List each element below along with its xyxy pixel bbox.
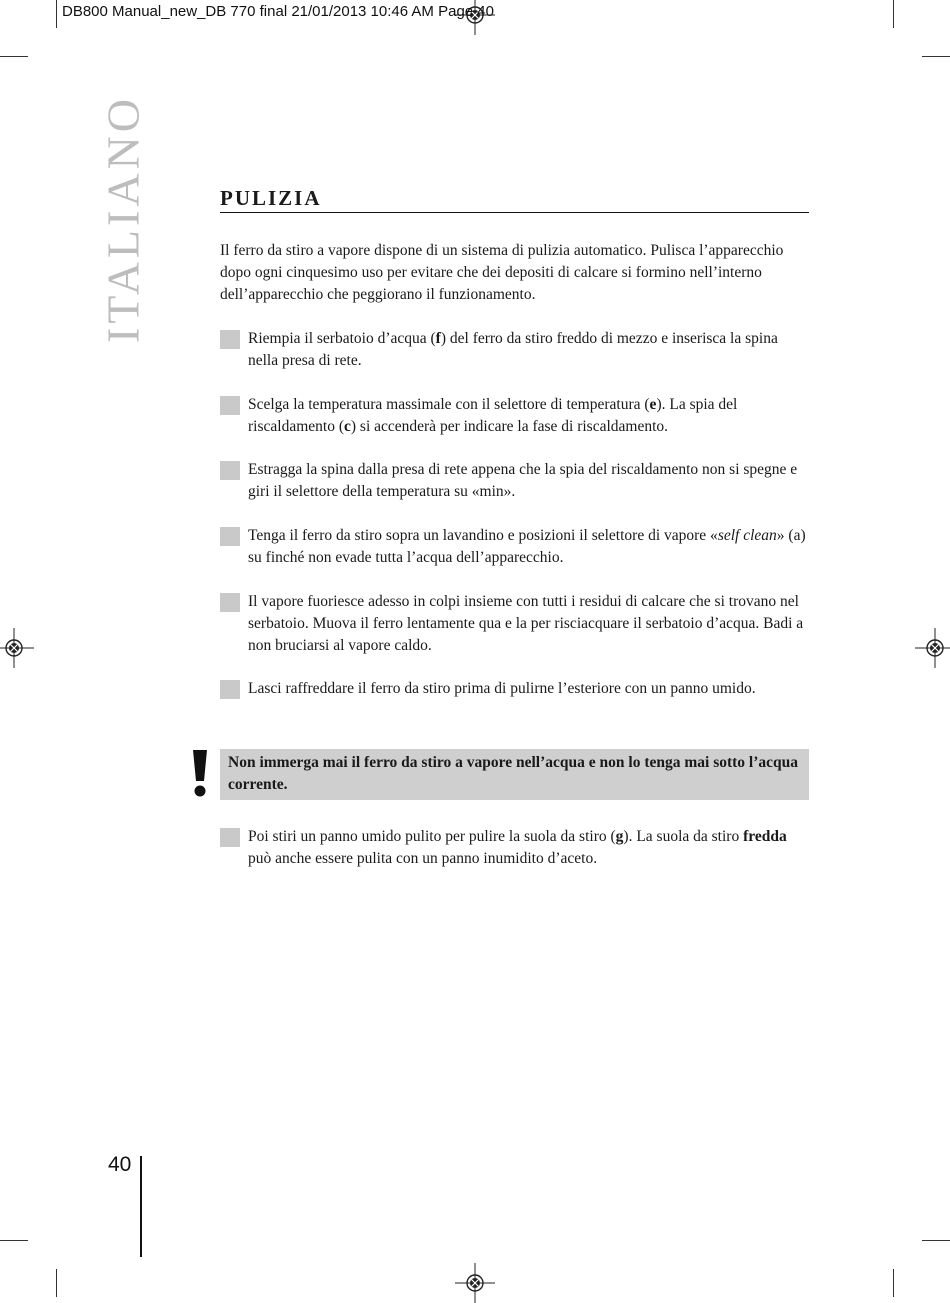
bullet-square-icon <box>220 330 240 349</box>
crop-mark <box>922 56 950 57</box>
step-item <box>220 826 810 870</box>
printer-slug-line: DB800 Manual_new_DB 770 final 21/01/2013 10:46 AM Page 40 <box>62 3 494 20</box>
exclamation-warning-icon <box>189 748 211 798</box>
bullet-square-icon <box>220 593 240 612</box>
intro-paragraph: Il ferro da stiro a vapore dispone di un sistema di pulizia automatico. Pulisca l’apparecchio dopo ogni cinquesimo uso per evitare che dei depositi di calcare si formino nell’interno dell’apparecchio che peggiorano il funzionamento. <box>220 242 784 303</box>
crop-mark <box>0 1240 28 1241</box>
side-language-label <box>97 94 149 344</box>
step-text: Estragga la spina dalla presa di rete appena che la spia del riscaldamento non si spegne e giri il selettore della temperatura su «min». <box>248 461 798 500</box>
bullet-square-icon <box>220 396 240 415</box>
bullet-square-icon <box>220 461 240 480</box>
step-item <box>220 328 810 372</box>
step-item <box>220 678 810 700</box>
registration-mark-icon <box>915 628 950 668</box>
registration-mark-icon <box>0 628 34 668</box>
bullet-square-icon <box>220 527 240 546</box>
step-item <box>220 459 810 503</box>
crop-mark <box>56 1269 57 1297</box>
page-number-rule <box>140 1156 142 1257</box>
bullet-square-icon <box>220 680 240 699</box>
side-language-text: ITALIANO <box>97 94 149 344</box>
step-text: Lasci raffreddare il ferro da stiro prima di pulirne l’esteriore con un panno umido. <box>248 680 756 697</box>
step-text: Tenga il ferro da stiro sopra un lavandino e posizioni il selettore di vapore «self clean» (a) su finché non evade tutta l’acqua dell’apparecchio. <box>248 527 806 566</box>
step-item <box>220 525 810 569</box>
crop-mark <box>56 0 57 28</box>
crop-mark <box>893 1269 894 1297</box>
step-text: Il vapore fuoriesce adesso in colpi insieme con tutti i residui di calcare che si trovano nel serbatoio. Muova il ferro lentamente qua e la per risciacquare il serbatoio d’acqua. Badi a non bruciarsi al vapore caldo. <box>248 593 804 654</box>
step-text: Riempia il serbatoio d’acqua (f) del ferro da stiro freddo di mezzo e inserisca la spina nella presa di rete. <box>248 330 778 369</box>
page-number: 40 <box>108 1153 132 1176</box>
crop-mark <box>0 56 28 57</box>
crop-mark <box>922 1240 950 1241</box>
step-text: Scelga la temperatura massimale con il selettore di temperatura (e). La spia del riscaldamento (c) si accenderà per indicare la fase di riscaldamento. <box>248 396 738 435</box>
step-item <box>220 591 810 657</box>
step-text: Poi stiri un panno umido pulito per pulire la suola da stiro (g). La suola da stiro fredda può anche essere pulita con un panno inumidito d’aceto. <box>248 828 787 867</box>
bullet-square-icon <box>220 828 240 847</box>
step-item <box>220 394 810 438</box>
registration-mark-icon <box>455 1263 495 1303</box>
section-title: PULIZIA <box>220 186 809 213</box>
crop-mark <box>893 0 894 28</box>
warning-box: Non immerga mai il ferro da stiro a vapore nell’acqua e non lo tenga mai sotto l’acqua corrente. <box>220 749 809 800</box>
